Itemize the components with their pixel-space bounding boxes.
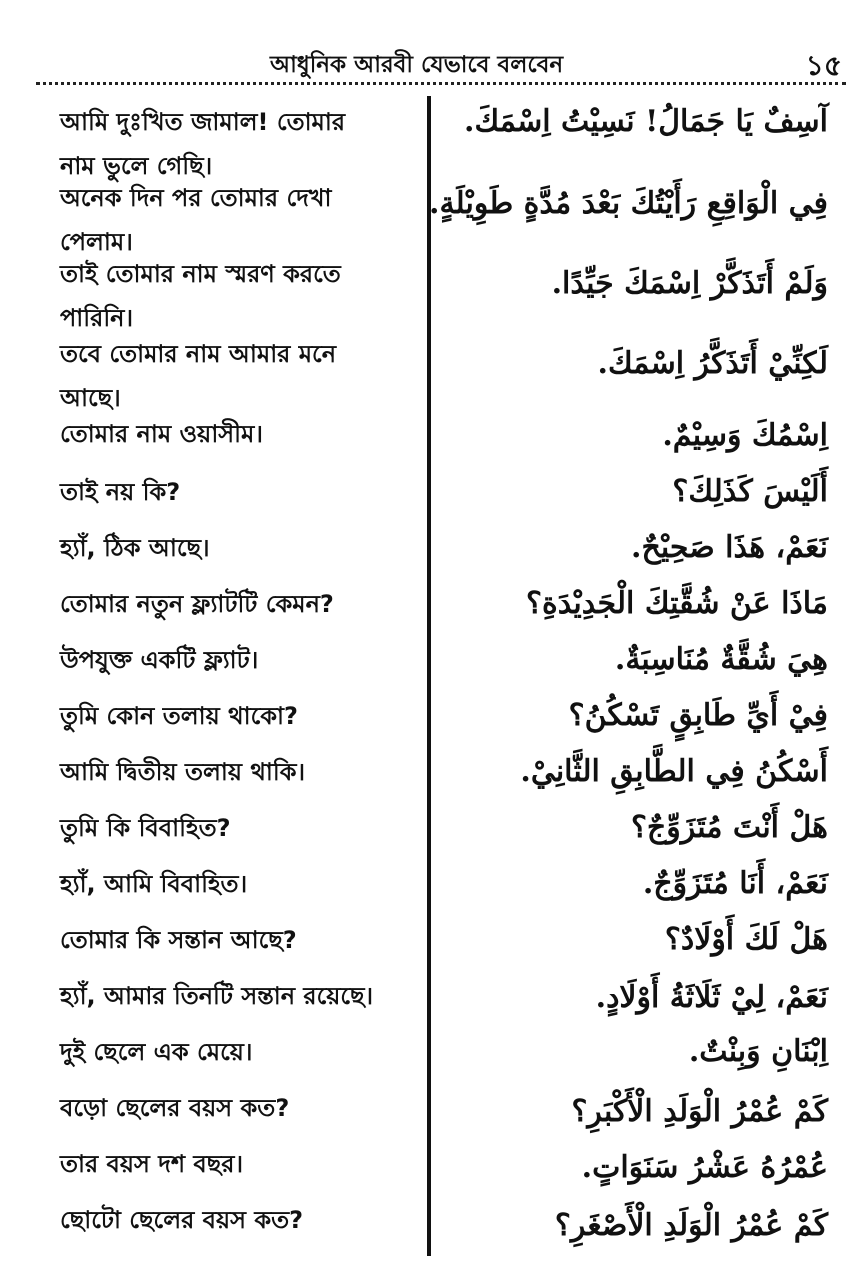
bengali-text [60,526,416,570]
bengali-line: উপযুক্ত একটি ফ্ল্যাট। [60,646,259,674]
bengali-text [60,862,416,906]
arabic-text: هِيَ شُقَّةٌ مُنَاسِبَةٌ. [614,642,828,677]
bengali-text [60,1198,416,1242]
bengali-line: তবে তোমার নাম আমার মনে [60,340,337,368]
bengali-line: তোমার নাম ওয়াসীম। [60,420,263,448]
bengali-line: অনেক দিন পর তোমার দেখা [60,184,332,212]
arabic-text: فِي الْوَاقِعِ رَأَيْتُكَ بَعْدَ مُدَّةٍ طَوِيْلَةٍ. [429,186,828,221]
bengali-text [60,1086,416,1130]
arabic-text: وَلَمْ أَتَذَكَّرْ اِسْمَكَ جَيِّدًا. [551,266,828,301]
bengali-text [60,332,416,420]
bengali-text [60,1142,416,1186]
bengali-text [60,806,416,850]
arabic-text: نَعَمْ، لِيْ ثَلَاثَةُ أَوْلَادٍ. [595,980,828,1015]
bengali-text [60,582,416,626]
bengali-text [60,470,416,514]
arabic-text: اِسْمُكَ وَسِيْمٌ. [662,418,828,453]
bengali-line: ছোটো ছেলের বয়স কত? [60,1206,304,1234]
running-title: আধুনিক আরবী যেভাবে বলবেন [270,52,564,78]
arabic-text: آسِفٌ يَا جَمَالُ! نَسِيْتُ اِسْمَكَ. [464,104,828,139]
arabic-text: لَكِنِّيْ أَتَذَكَّرُ اِسْمَكَ. [597,346,828,381]
arabic-text: فِيْ أَيِّ طَابِقٍ تَسْكُنُ؟ [568,698,828,733]
arabic-text: نَعَمْ، أَنَا مُتَزَوِّجٌ. [642,866,828,901]
bengali-text [60,100,416,188]
bengali-line: হ্যাঁ, ঠিক আছে। [60,534,210,562]
bengali-text [60,750,416,794]
bengali-line: তাই নয় কি? [60,478,181,506]
dotted-header-rule [36,82,846,85]
bengali-line: তোমার নতুন ফ্ল্যাটটি কেমন? [60,590,334,618]
bengali-text [60,412,416,456]
bengali-line: তার বয়স দশ বছর। [60,1150,244,1178]
arabic-text: أَسْكُنُ فِي الطَّابِقِ الثَّانِيْ. [520,754,828,789]
bengali-text [60,918,416,962]
arabic-text: اِبْنَانِ وَبِنْتٌ. [688,1034,828,1069]
bengali-line: তোমার কি সন্তান আছে? [60,926,297,954]
bengali-text [60,252,416,340]
bengali-line: দুই ছেলে এক মেয়ে। [60,1038,253,1066]
bengali-text [60,694,416,738]
bengali-line: নাম ভুলে গেছি। [60,152,213,180]
bengali-line: বড়ো ছেলের বয়স কত? [60,1094,290,1122]
arabic-text: هَلْ أَنْتَ مُتَزَوِّجٌ؟ [630,810,828,845]
bengali-line: আমি দুঃখিত জামাল! তোমার [60,108,346,136]
bengali-line: হ্যাঁ, আমার তিনটি সন্তান রয়েছে। [60,982,374,1010]
arabic-text: أَلَيْسَ كَذَلِكَ؟ [672,474,828,509]
bengali-text [60,176,416,264]
bengali-line: পারিনি। [60,304,134,332]
arabic-text: كَمْ عُمْرُ الْوَلَدِ الْأَكْبَرِ؟ [571,1094,828,1129]
page-number: ১৫ [805,49,842,82]
bengali-text [60,974,416,1018]
bengali-text [60,1030,416,1074]
bengali-line: আমি দ্বিতীয় তলায় থাকি। [60,758,306,786]
arabic-text: كَمْ عُمْرُ الْوَلَدِ الْأَصْغَرِ؟ [554,1208,828,1243]
bengali-text [60,638,416,682]
arabic-text: عُمْرُهُ عَشْرُ سَنَوَاتٍ. [581,1150,828,1185]
arabic-text: نَعَمْ، هَذَا صَحِيْحٌ. [631,530,828,565]
bengali-line: তুমি কি বিবাহিত? [60,814,231,842]
arabic-text: هَلْ لَكَ أَوْلَادٌ؟ [664,922,828,957]
bengali-line: তুমি কোন তলায় থাকো? [60,702,298,730]
bengali-line: তাই তোমার নাম স্মরণ করতে [60,260,341,288]
bengali-line: পেলাম। [60,228,133,256]
arabic-text: مَاذَا عَنْ شُقَّتِكَ الْجَدِيْدَةِ؟ [526,586,828,621]
bengali-line: আছে। [60,384,121,412]
bengali-line: হ্যাঁ, আমি বিবাহিত। [60,870,248,898]
